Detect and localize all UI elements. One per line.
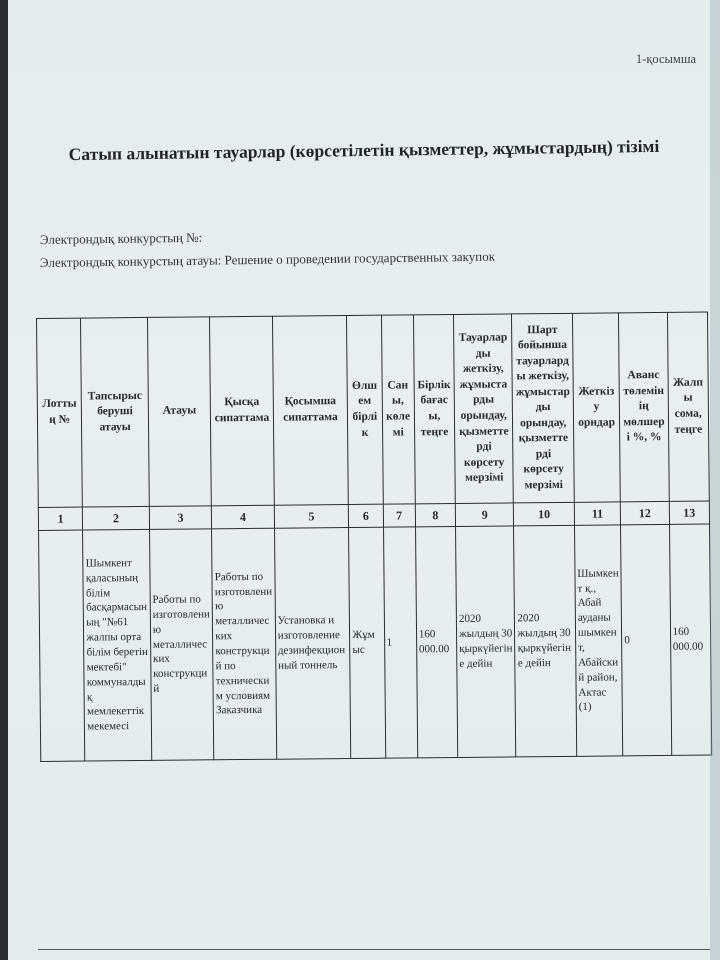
table-header-row bbox=[37, 312, 710, 507]
document-page bbox=[8, 0, 720, 960]
contest-number-label: Электрондық конкурстың №: bbox=[39, 229, 203, 247]
quantity-cell: 1 bbox=[383, 527, 417, 758]
header-cell: Қысқа сипаттама bbox=[210, 316, 274, 506]
unit-price-cell: 160 000.00 bbox=[415, 526, 458, 757]
page-edge-shadow bbox=[710, 0, 720, 960]
column-number: 8 bbox=[415, 503, 456, 526]
contest-name-label: Электрондық конкурстың атауы: Решение о проведении государственных закупок bbox=[39, 248, 496, 270]
header-cell: Бірлік бағасы, теңге bbox=[413, 314, 455, 503]
column-number: 7 bbox=[383, 504, 415, 527]
additional-description-cell: Установка и изготовление дезинфекционный тоннель bbox=[274, 528, 351, 760]
header-cell: Жалпы сома, теңге bbox=[667, 312, 709, 501]
header-cell: Тапсырыс беруші атауы bbox=[81, 317, 149, 507]
lot-number-cell bbox=[39, 530, 86, 761]
header-cell: Шарт бойынша тауарларды жеткізу, жұмыстарды орындау, қызметтерді көрсету мерзімі bbox=[512, 313, 574, 503]
column-number: 12 bbox=[621, 501, 670, 524]
header-cell: Қосымша сипаттама bbox=[272, 316, 348, 506]
item-name-cell: Работы по изготовлению металлических конструкций bbox=[149, 529, 214, 761]
header-cell: Атауы bbox=[147, 317, 211, 507]
header-cell: Өлшем бірлік bbox=[347, 315, 383, 504]
customer-name-cell: Шымкент қаласының білім басқармасының "№61 жалпы орта білім беретін мектебі" коммуналдық мемлекеттік мекемесі bbox=[83, 529, 152, 761]
header-cell: Саны, көлемі bbox=[381, 315, 415, 504]
advance-payment-cell: 0 bbox=[621, 524, 672, 755]
column-number: 13 bbox=[669, 501, 710, 524]
header-cell: Лоттың № bbox=[37, 318, 83, 507]
contract-term-cell: 2020 жылдың 30 қыркүйегіне дейін bbox=[514, 525, 577, 757]
delivery-place-cell: Шымкент қ., Абай ауданы шымкент, Абайский район, Актас (1) bbox=[574, 525, 623, 756]
unit-cell: Жұмыс bbox=[349, 527, 385, 758]
header-cell: Аванс төлемінің мөлшері %, % bbox=[619, 312, 669, 501]
document-title: Сатып алынатын тауарлар (көрсетілетін қызметтер, жұмыстардың) тізімі bbox=[68, 135, 660, 165]
column-number: 1 bbox=[38, 507, 83, 530]
total-sum-cell: 160 000.00 bbox=[669, 524, 712, 755]
column-number: 10 bbox=[514, 502, 575, 526]
delivery-term-cell: 2020 жылдың 30 қыркүйегіне дейін bbox=[456, 526, 517, 758]
short-description-cell: Работы по изготовлению металлических конструкций по техническим условиям Заказчика bbox=[212, 528, 277, 760]
column-number: 6 bbox=[349, 504, 383, 527]
header-cell: Жеткізу орндар bbox=[572, 313, 620, 502]
column-number: 9 bbox=[455, 503, 514, 527]
column-number: 11 bbox=[574, 502, 621, 525]
annex-label: 1-қосымша bbox=[635, 52, 696, 66]
column-number: 3 bbox=[149, 506, 212, 530]
header-cell: Тауарларды жеткізу, жұмыстарды орындау, қызметтерді көрсету мерзімі bbox=[454, 314, 514, 504]
column-number: 4 bbox=[212, 505, 275, 529]
column-number: 2 bbox=[83, 506, 150, 530]
goods-table bbox=[36, 312, 712, 762]
column-number: 5 bbox=[274, 505, 349, 529]
footer-line bbox=[38, 949, 710, 956]
table-row bbox=[39, 524, 712, 761]
